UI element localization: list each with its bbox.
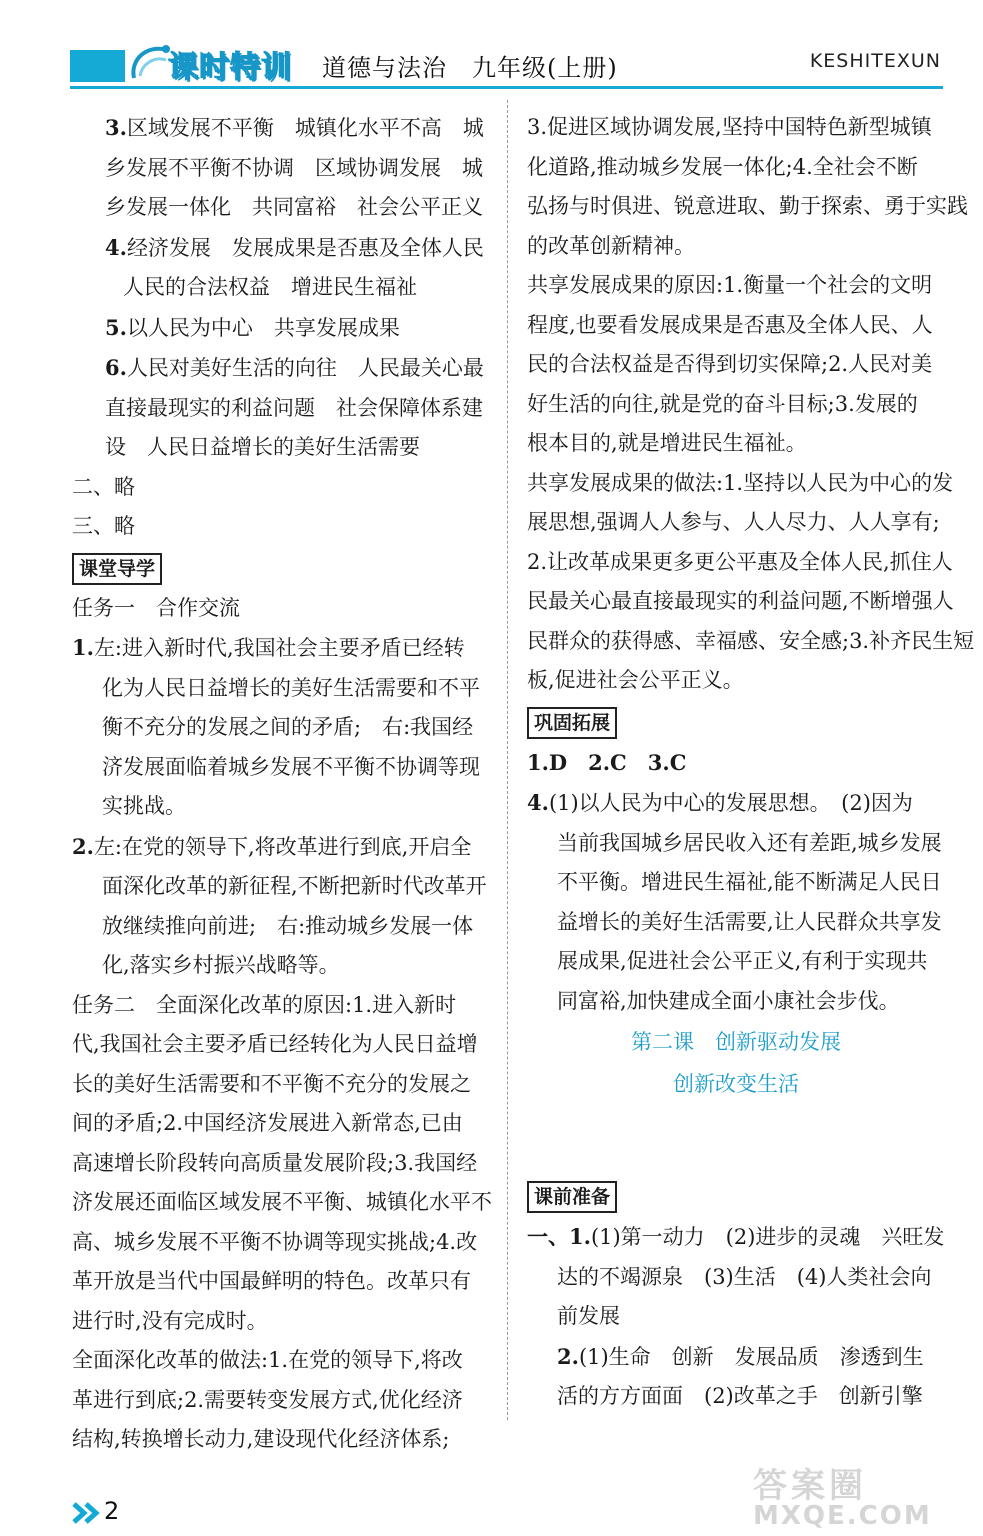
text-segment: 3.促进区域协调发展,坚持中国特色新型城镇 [527,115,932,139]
text-segment: (1)以人民为中心的发展思想。 (2)因为 [548,791,913,815]
lesson-title [527,1021,945,1063]
lesson-title [527,1063,945,1105]
text-segment: (1)第一动力 (2)进步的灵魂 兴旺发 [590,1225,945,1249]
text-segment: 好生活的向往,就是党的奋斗目标;3.发展的 [527,391,918,416]
text-segment: 根本目的,就是增进民生福祉。 [527,431,807,455]
text-segment: 左:进入新时代,我国社会主要矛盾已经转 [93,636,465,660]
watermark-line2: MXQE.COM [753,1501,932,1531]
text-line [72,149,487,189]
text-segment: 以人民为中心 共享发展成果 [126,315,400,340]
text-segment: 经济发展 发展成果是否惠及全体人民 [126,235,484,260]
text-line [72,1025,487,1065]
text-line [527,783,945,824]
text-segment: 直接最现实的利益问题 社会保障体系建 [105,395,483,420]
text-segment: 共享发展成果的做法:1.坚持以人民为中心的发 [527,470,954,495]
section-heading [527,1181,617,1213]
text-segment: 设 人民日益增长的美好生活需要 [105,435,420,459]
text-segment: 展成果,促进社会公平正义,有利于实现共 [557,949,928,973]
text-line [527,1377,945,1417]
text-segment: 6. [105,355,127,380]
text-segment: 展思想,强调人人参与、人人尽力、人人享有; [527,510,940,534]
text-line [527,187,968,227]
text-line [72,1341,487,1381]
text-segment: 任务二 全面深化改革的原因:1.进入新时 [72,992,457,1017]
text-segment: 代,我国社会主要矛盾已经转化为人民日益增 [72,1032,478,1056]
text-segment: 民最关心最直接最现实的利益问题,不断增强人 [527,589,954,613]
text-segment: 同富裕,加快建成全面小康社会步伐。 [557,988,900,1013]
text-segment: 乡发展一体化 共同富裕 社会公平正义 [105,195,483,219]
header-rule [70,86,943,89]
section-heading [527,707,617,739]
text-segment: 区域发展不平衡 城镇化水平不高 城 [126,116,484,140]
section-heading [72,553,162,585]
text-line [72,1144,487,1184]
text-segment: 任务一 合作交流 [72,595,240,620]
text-segment: 板,促进社会公平正义。 [527,668,744,692]
text-line [72,986,487,1026]
text-segment: 高速增长阶段转向高质量发展阶段;3.我国经 [72,1150,478,1175]
text-segment: 益增长的美好生活需要,让人民群众共享发 [557,909,942,934]
text-segment: 济发展面临着城乡发展不平衡不协调等现 [102,754,480,779]
text-line [72,308,487,349]
text-line [527,227,945,267]
text-segment: 的改革创新精神。 [527,233,695,258]
text-segment: 课前准备 [534,1186,611,1208]
text-line [527,306,945,346]
text-segment: 前发展 [557,1304,620,1328]
text-segment: 第二课 创新驱动发展 [631,1030,841,1054]
header-pinyin: KESHITEXUN [809,50,941,72]
text-segment: 2. [72,833,94,859]
text-line [527,661,945,701]
text-line [72,827,487,868]
text-line [527,982,945,1022]
text-line [72,669,487,709]
text-segment: 巩固拓展 [534,711,611,734]
text-line [527,1217,945,1258]
text-line [72,428,487,468]
text-line [527,266,945,306]
text-line [527,345,945,385]
page-header [0,0,983,95]
text-line [72,867,487,907]
text-segment: 一、1. [527,1224,591,1249]
text-line [72,188,487,228]
text-line [72,228,487,269]
double-chevron-icon [72,1502,100,1524]
text-line [72,907,487,947]
text-line [527,503,945,543]
text-segment: 三、略 [72,514,135,538]
text-line [72,708,487,748]
text-segment: 4. [105,234,127,260]
text-line [72,389,487,429]
text-line [72,468,487,508]
text-line [527,108,945,148]
text-line [527,543,953,583]
text-line [72,108,487,149]
text-segment: 民的合法权益是否得到切实保障;2.人民对美 [527,352,933,376]
text-line [72,1104,487,1144]
text-segment: 1. [72,635,94,660]
text-segment: 全面深化改革的做法:1.在党的领导下,将改 [72,1348,463,1372]
text-line [72,589,487,629]
text-segment: 2.让改革成果更多更公平惠及全体人民,抓住人 [527,549,953,574]
text-segment: 间的矛盾;2.中国经济发展进入新常态,已由 [72,1111,463,1135]
watermark-logo [753,1458,953,1531]
text-segment: 课堂导学 [79,557,156,580]
text-segment: 进行时,没有完成时。 [72,1308,268,1333]
text-segment: 化为人民日益增长的美好生活需要和不平 [102,675,480,700]
text-line [527,942,945,982]
text-line [72,268,487,308]
text-segment: 达的不竭源泉 (3)生活 (4)人类社会向 [557,1264,932,1289]
watermark-line1: 答案圈 [753,1466,867,1506]
text-segment: 革进行到底;2.需要转变发展方式,优化经济 [72,1387,463,1412]
text-segment: 4. [527,790,549,815]
text-segment: 共享发展成果的原因:1.衡量一个社会的文明 [527,273,933,297]
text-line [527,582,954,622]
text-line [72,1381,487,1421]
text-segment: 衡不充分的发展之间的矛盾; 右:我国经 [102,715,474,739]
right-column [527,108,975,1417]
section-heading-wrap [72,547,487,589]
text-line [527,1337,945,1378]
text-line [72,507,487,547]
text-segment: 3. [105,115,127,140]
text-segment: 革开放是当代中国最鲜明的特色。改革只有 [72,1269,471,1293]
text-line [72,1420,487,1460]
text-line [72,946,487,986]
text-segment: 长的美好生活需要和不平衡不充分的发展之 [72,1071,471,1096]
text-segment: 弘扬与时俱进、锐意进取、勤于探索、勇于实践 [527,194,968,218]
text-line [72,748,487,788]
brand-title: 课时特训 [168,50,292,85]
book-subtitle: 道德与法治 九年级(上册) [322,54,618,82]
text-line [527,148,945,188]
text-segment: (1)生命 创新 发展品质 渗透到生 [578,1344,924,1369]
text-segment: 面深化改革的新征程,不断把新时代改革开 [102,874,487,898]
text-line [527,903,945,943]
text-segment: 放继续推向前进; 右:推动城乡发展一体 [102,913,474,938]
header-color-block [70,50,125,82]
text-segment: 当前我国城乡居民收入还有差距,城乡发展 [557,830,942,855]
section-heading-wrap [527,701,945,743]
left-column [72,108,492,1460]
text-segment: 高、城乡发展不平衡不协调等现实挑战;4.改 [72,1229,478,1254]
text-line [527,1258,945,1298]
text-line [72,1302,487,1342]
page-number: 2 [104,1497,120,1525]
text-segment: 民群众的获得感、幸福感、安全感;3.补齐民生短 [527,628,975,653]
section-heading-wrap [527,1175,945,1217]
text-segment: 化道路,推动城乡发展一体化;4.全社会不断 [527,154,918,179]
text-segment: 2. [557,1343,579,1369]
text-segment: 乡发展不平衡不协调 区域协调发展 城 [105,155,483,180]
text-segment: 不平衡。增进民生福祉,能不断满足人民日 [557,870,942,894]
text-segment: 济发展还面临区域发展不平衡、城镇化水平不 [72,1190,492,1214]
text-line [72,1223,487,1263]
spacer [527,1105,945,1175]
text-line [527,824,945,864]
text-line [72,1065,487,1105]
text-segment: 程度,也要看发展成果是否惠及全体人民、人 [527,312,933,337]
text-segment: 结构,转换增长动力,建设现代化经济体系; [72,1427,450,1451]
text-segment: 人民对美好生活的向往 人民最关心最 [126,356,484,380]
text-segment: 左:在党的领导下,将改革进行到底,开启全 [93,834,472,859]
text-line [527,464,954,504]
text-line [72,1183,492,1223]
text-line [72,348,487,389]
column-divider [507,100,508,1420]
text-segment: 创新改变生活 [673,1072,799,1096]
text-segment: 活的方方面面 (2)改革之手 创新引擎 [557,1384,923,1408]
text-line [527,863,945,903]
text-segment: 5. [105,314,127,340]
text-line [72,787,487,827]
text-line [527,622,975,662]
text-segment: 实挑战。 [102,794,186,818]
text-line [527,743,945,784]
text-segment: 1.D 2.C 3.C [527,749,687,775]
text-line [527,385,945,425]
text-line [72,628,487,669]
text-segment: 化,落实乡村振兴战略等。 [102,953,340,977]
text-line [527,424,945,464]
text-line [72,1262,487,1302]
text-segment: 二、略 [72,474,135,499]
text-segment: 人民的合法权益 增进民生福祉 [102,275,417,299]
text-line [527,1297,945,1337]
